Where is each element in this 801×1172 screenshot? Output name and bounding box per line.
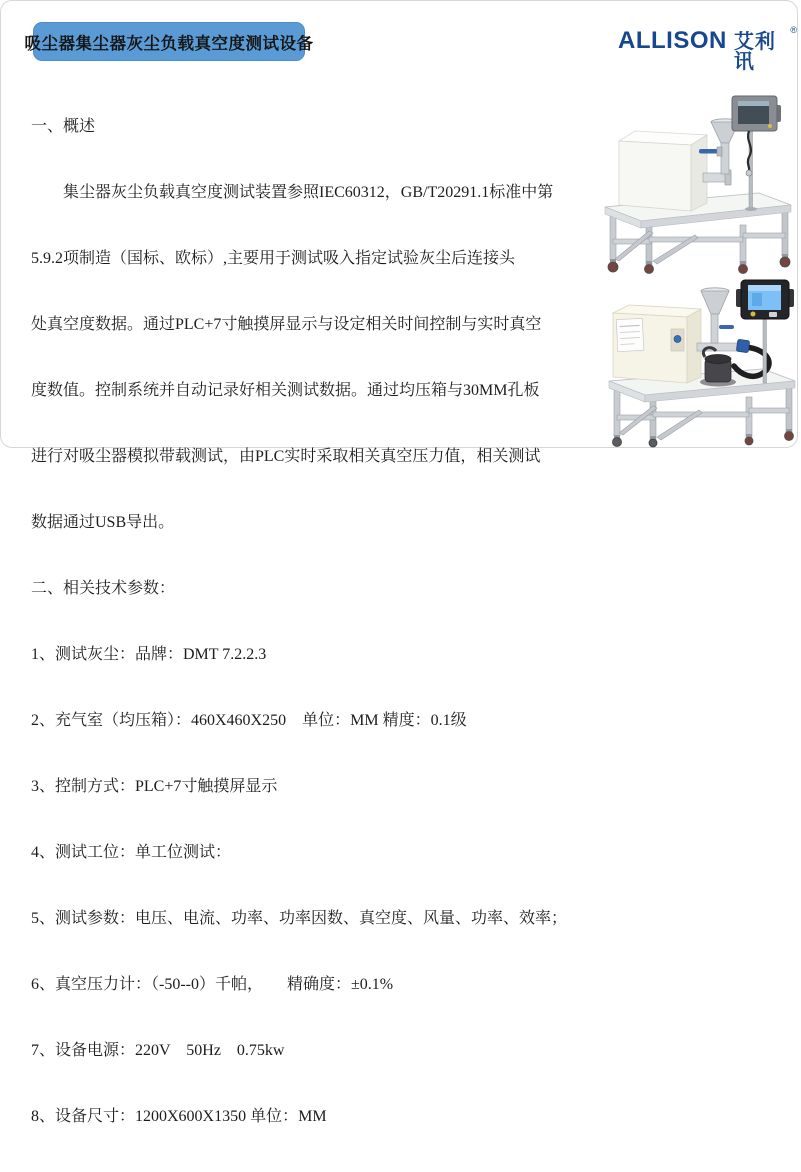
overview-line: 数据通过USB导出。 — [31, 514, 175, 531]
logo-latin-text: ALLISON — [618, 27, 727, 54]
overview-line: 处真空度数据。通过PLC+7寸触摸屏显示与设定相关时间控制与实时真空 — [31, 316, 542, 333]
registered-trademark-icon: ® — [790, 25, 797, 35]
display-pole — [763, 317, 767, 383]
spec-item: 5、测试参数：电压、电流、功率、功率因数、真空度、风量、功率、效率； — [31, 910, 568, 927]
overview-line: 5.9.2项制造（国标、欧标）,主要用于测试吸入指定试验灰尘后连接头 — [31, 250, 516, 267]
page-title: 吸尘器集尘器灰尘负载真空度测试设备 — [24, 33, 314, 53]
overview-line: 度数值。控制系统并自动记录好相关测试数据。通过均压箱与30MM孔板 — [31, 382, 540, 399]
pressure-equalization-box — [613, 305, 701, 383]
valve-handle — [719, 325, 734, 329]
spec-item: 8、设备尺寸：1200X600X1350 单位：MM — [31, 1108, 327, 1125]
touchscreen-controller — [732, 96, 781, 176]
spec-item: 3、控制方式：PLC+7寸触摸屏显示 — [31, 778, 278, 795]
equipment-photo-bottom — [601, 269, 801, 447]
spec-item: 4、测试工位：单工位测试： — [31, 844, 232, 861]
caster-wheels — [613, 429, 794, 447]
body-text — [31, 72, 627, 1172]
blue-port — [674, 336, 681, 343]
dust-funnel — [701, 288, 729, 343]
spec-item: 6、真空压力计：（-50--0）千帕， 精确度：±0.1% — [31, 976, 394, 993]
allison-logo — [618, 25, 797, 73]
specs-heading: 二、相关技术参数： — [31, 580, 176, 597]
vacuum-cleaner — [700, 348, 736, 387]
pressure-equalization-box — [619, 131, 707, 211]
overview-line: 进行对吸尘器模拟带载测试，由PLC实时采取相关真空压力值，相关测试 — [31, 448, 541, 465]
overview-heading: 一、概述 — [31, 118, 96, 135]
logo-cjk-text: 艾利讯 — [733, 31, 776, 73]
title-banner — [24, 22, 314, 61]
spec-item: 7、设备电源：220V 50Hz 0.75kw — [31, 1042, 285, 1059]
spec-label-sheet — [616, 318, 644, 351]
equipment-photo-top — [599, 81, 799, 273]
touchscreen-controller — [736, 280, 794, 319]
spec-item: 1、测试灰尘：品牌：DMT 7.2.2.3 — [31, 646, 267, 663]
overview-line: 集尘器灰尘负载真空度测试装置参照IEC60312，GB/T20291.1标准中第 — [31, 184, 554, 201]
spec-item: 2、充气室（均压箱）：460X460X250 单位：MM 精度：0.1级 — [31, 712, 467, 729]
